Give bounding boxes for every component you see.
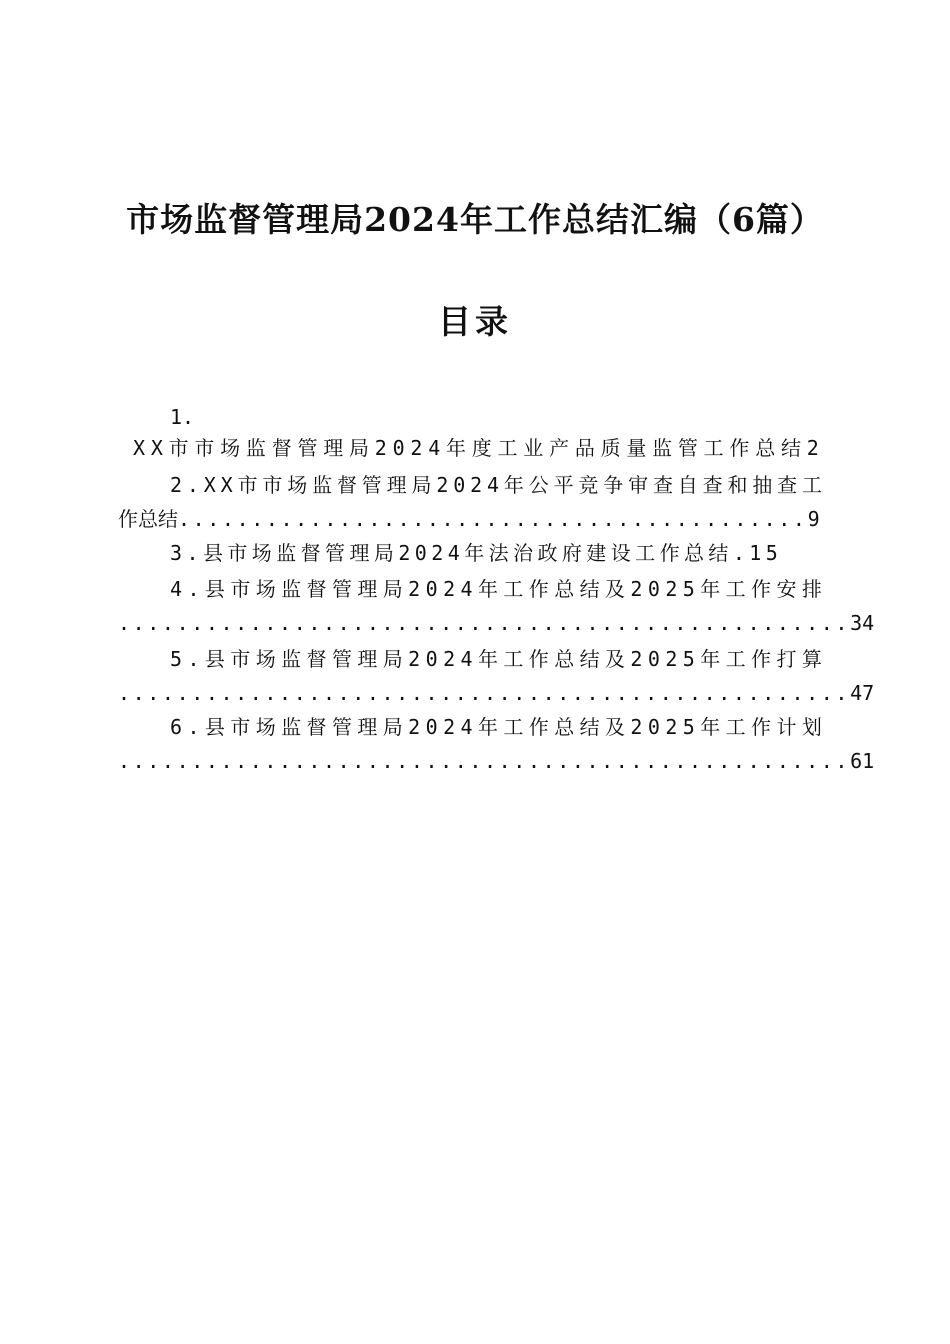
toc-entry-6-page: 61 bbox=[850, 749, 875, 773]
toc-entry-2-title[interactable]: 2 . X X 市 市 场 监 督 管 理 局 2 0 2 4 年 公 平 竞 争 审 查 自 查 和 抽 查 工 bbox=[170, 473, 822, 497]
toc-entry-2-page: 9 bbox=[807, 507, 820, 531]
toc-entry-1-number[interactable]: 1. bbox=[170, 405, 195, 429]
toc-entry-2-text: 作总结 bbox=[118, 507, 178, 531]
toc-entry-5-continuation[interactable] bbox=[118, 676, 874, 711]
toc-entry-2-leader: ........................................... bbox=[178, 507, 808, 531]
document-title: 市场监督管理局2024年工作总结汇编（6篇） bbox=[126, 200, 824, 239]
toc-entry-4-continuation[interactable] bbox=[118, 606, 874, 641]
toc-entry-1-title[interactable]: X X 市 市 场 监 督 管 理 局 2 0 2 4 年 度 工 业 产 品 质 量 监 管 工 作 总 结 2 bbox=[133, 436, 819, 460]
toc-entry-4-leader: .................................................. bbox=[118, 611, 851, 635]
toc-entry-3-title[interactable]: 3 . 县 市 场 监 督 管 理 局 2 0 2 4 年 法 治 政 府 建 设 工 作 总 结 . 1 5 bbox=[170, 541, 778, 565]
toc-entry-2-continuation[interactable] bbox=[118, 502, 820, 537]
toc-entry-6-title[interactable]: 6 . 县 市 场 监 督 管 理 局 2 0 2 4 年 工 作 总 结 及 2 0 2 5 年 工 作 计 划 bbox=[170, 715, 822, 739]
toc-entry-5-page: 47 bbox=[850, 681, 875, 705]
toc-entry-4-page: 34 bbox=[850, 611, 875, 635]
toc-entry-6-leader: .................................................. bbox=[118, 749, 851, 773]
toc-entry-6-continuation[interactable] bbox=[118, 744, 874, 779]
toc-heading: 目录 bbox=[438, 302, 512, 341]
toc-entry-5-leader: .................................................. bbox=[118, 681, 851, 705]
toc-entry-5-title[interactable]: 5 . 县 市 场 监 督 管 理 局 2 0 2 4 年 工 作 总 结 及 2 0 2 5 年 工 作 打 算 bbox=[170, 647, 822, 671]
toc-entry-4-title[interactable]: 4 . 县 市 场 监 督 管 理 局 2 0 2 4 年 工 作 总 结 及 2 0 2 5 年 工 作 安 排 bbox=[170, 577, 822, 601]
